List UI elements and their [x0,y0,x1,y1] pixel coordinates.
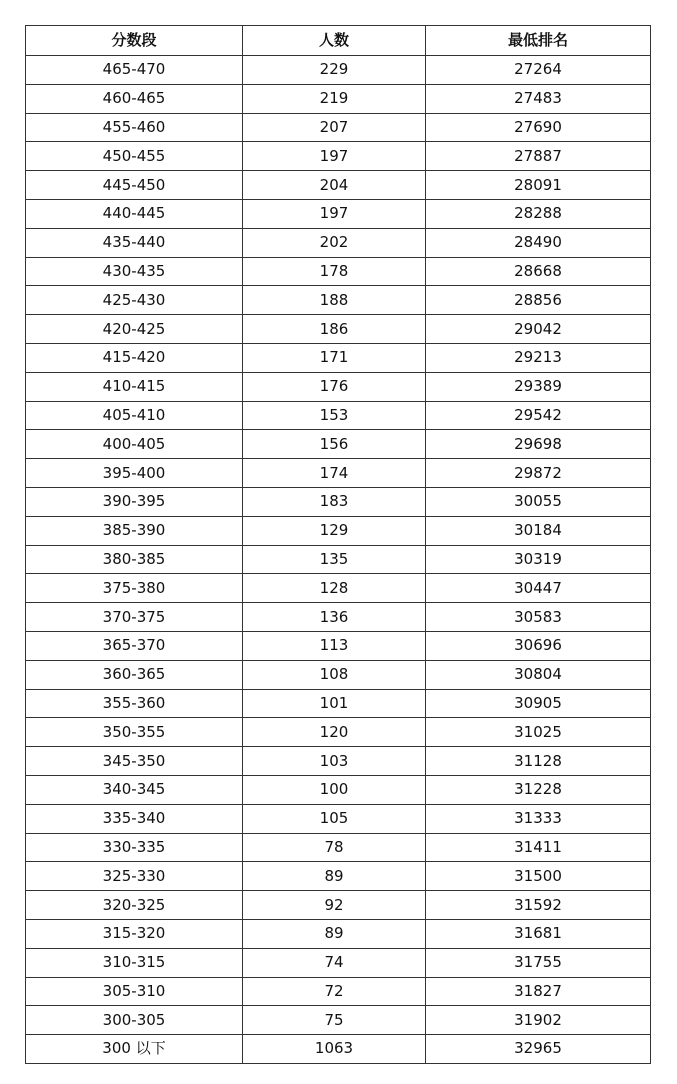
cell-score-range: 465-470 [26,56,243,85]
cell-lowest-rank: 31128 [426,747,651,776]
table-row [26,891,651,920]
cell-lowest-rank: 29872 [426,459,651,488]
cell-lowest-rank: 31228 [426,775,651,804]
table-body [26,56,651,1064]
cell-count: 108 [243,660,426,689]
cell-score-range: 445-450 [26,171,243,200]
cell-count: 197 [243,142,426,171]
cell-lowest-rank: 30447 [426,574,651,603]
cell-count: 103 [243,747,426,776]
cell-score-range: 330-335 [26,833,243,862]
cell-score-range: 460-465 [26,84,243,113]
cell-score-range: 300 以下 [26,1035,243,1064]
cell-score-range: 390-395 [26,487,243,516]
cell-lowest-rank: 28856 [426,286,651,315]
table-row [26,84,651,113]
cell-count: 188 [243,286,426,315]
cell-lowest-rank: 30319 [426,545,651,574]
cell-lowest-rank: 30583 [426,603,651,632]
cell-count: 204 [243,171,426,200]
cell-count: 178 [243,257,426,286]
cell-count: 171 [243,343,426,372]
cell-lowest-rank: 27887 [426,142,651,171]
cell-count: 153 [243,401,426,430]
table-row [26,747,651,776]
cell-lowest-rank: 29542 [426,401,651,430]
cell-count: 72 [243,977,426,1006]
header-score-range: 分数段 [26,26,243,56]
cell-lowest-rank: 30696 [426,631,651,660]
cell-score-range: 420-425 [26,315,243,344]
cell-lowest-rank: 31500 [426,862,651,891]
table-row [26,343,651,372]
table-row [26,631,651,660]
cell-count: 229 [243,56,426,85]
table-row [26,286,651,315]
table-row [26,142,651,171]
cell-lowest-rank: 29042 [426,315,651,344]
cell-lowest-rank: 31681 [426,919,651,948]
cell-count: 136 [243,603,426,632]
cell-lowest-rank: 28490 [426,228,651,257]
cell-score-range: 440-445 [26,199,243,228]
cell-count: 129 [243,516,426,545]
cell-score-range: 310-315 [26,948,243,977]
cell-score-range: 435-440 [26,228,243,257]
cell-lowest-rank: 31411 [426,833,651,862]
table-row [26,430,651,459]
cell-count: 105 [243,804,426,833]
cell-lowest-rank: 27690 [426,113,651,142]
cell-score-range: 320-325 [26,891,243,920]
cell-score-range: 345-350 [26,747,243,776]
cell-score-range: 425-430 [26,286,243,315]
cell-lowest-rank: 28668 [426,257,651,286]
cell-count: 202 [243,228,426,257]
cell-lowest-rank: 31755 [426,948,651,977]
cell-count: 197 [243,199,426,228]
cell-count: 74 [243,948,426,977]
score-distribution-table [25,25,651,1064]
cell-lowest-rank: 30055 [426,487,651,516]
cell-score-range: 410-415 [26,372,243,401]
cell-count: 183 [243,487,426,516]
table-row [26,804,651,833]
cell-count: 75 [243,1006,426,1035]
cell-lowest-rank: 30184 [426,516,651,545]
cell-count: 78 [243,833,426,862]
score-distribution-table-container [25,25,650,1064]
cell-count: 207 [243,113,426,142]
cell-lowest-rank: 30804 [426,660,651,689]
table-row [26,401,651,430]
table-row [26,833,651,862]
cell-count: 186 [243,315,426,344]
table-row [26,574,651,603]
cell-count: 156 [243,430,426,459]
table-row [26,660,651,689]
cell-score-range: 405-410 [26,401,243,430]
table-row [26,199,651,228]
cell-score-range: 385-390 [26,516,243,545]
cell-count: 135 [243,545,426,574]
cell-lowest-rank: 31827 [426,977,651,1006]
table-row [26,545,651,574]
cell-lowest-rank: 29698 [426,430,651,459]
cell-count: 219 [243,84,426,113]
table-row [26,1006,651,1035]
cell-lowest-rank: 31592 [426,891,651,920]
cell-score-range: 380-385 [26,545,243,574]
table-row [26,516,651,545]
cell-count: 101 [243,689,426,718]
header-lowest-rank: 最低排名 [426,26,651,56]
cell-score-range: 370-375 [26,603,243,632]
cell-score-range: 360-365 [26,660,243,689]
table-row [26,862,651,891]
table-row [26,228,651,257]
table-row [26,1035,651,1064]
table-row [26,171,651,200]
table-row [26,689,651,718]
table-row [26,919,651,948]
table-row [26,372,651,401]
cell-lowest-rank: 29389 [426,372,651,401]
table-row [26,603,651,632]
cell-score-range: 340-345 [26,775,243,804]
table-header [26,26,651,56]
cell-score-range: 430-435 [26,257,243,286]
cell-count: 1063 [243,1035,426,1064]
cell-count: 100 [243,775,426,804]
table-row [26,315,651,344]
cell-count: 120 [243,718,426,747]
cell-lowest-rank: 30905 [426,689,651,718]
cell-count: 89 [243,862,426,891]
cell-score-range: 300-305 [26,1006,243,1035]
table-row [26,948,651,977]
cell-count: 174 [243,459,426,488]
cell-score-range: 325-330 [26,862,243,891]
cell-score-range: 305-310 [26,977,243,1006]
header-row [26,26,651,56]
cell-lowest-rank: 31902 [426,1006,651,1035]
table-row [26,257,651,286]
table-row [26,718,651,747]
cell-score-range: 455-460 [26,113,243,142]
cell-lowest-rank: 28091 [426,171,651,200]
cell-score-range: 315-320 [26,919,243,948]
cell-score-range: 400-405 [26,430,243,459]
cell-lowest-rank: 27264 [426,56,651,85]
cell-count: 128 [243,574,426,603]
cell-count: 113 [243,631,426,660]
cell-count: 89 [243,919,426,948]
table-row [26,977,651,1006]
cell-count: 176 [243,372,426,401]
cell-count: 92 [243,891,426,920]
cell-lowest-rank: 28288 [426,199,651,228]
cell-score-range: 365-370 [26,631,243,660]
cell-lowest-rank: 27483 [426,84,651,113]
table-row [26,487,651,516]
cell-score-range: 335-340 [26,804,243,833]
table-row [26,775,651,804]
table-row [26,56,651,85]
cell-score-range: 355-360 [26,689,243,718]
cell-lowest-rank: 31333 [426,804,651,833]
cell-score-range: 450-455 [26,142,243,171]
cell-score-range: 350-355 [26,718,243,747]
cell-score-range: 395-400 [26,459,243,488]
table-row [26,113,651,142]
table-row [26,459,651,488]
cell-score-range: 415-420 [26,343,243,372]
cell-lowest-rank: 32965 [426,1035,651,1064]
cell-lowest-rank: 29213 [426,343,651,372]
cell-lowest-rank: 31025 [426,718,651,747]
cell-score-range: 375-380 [26,574,243,603]
header-count: 人数 [243,26,426,56]
